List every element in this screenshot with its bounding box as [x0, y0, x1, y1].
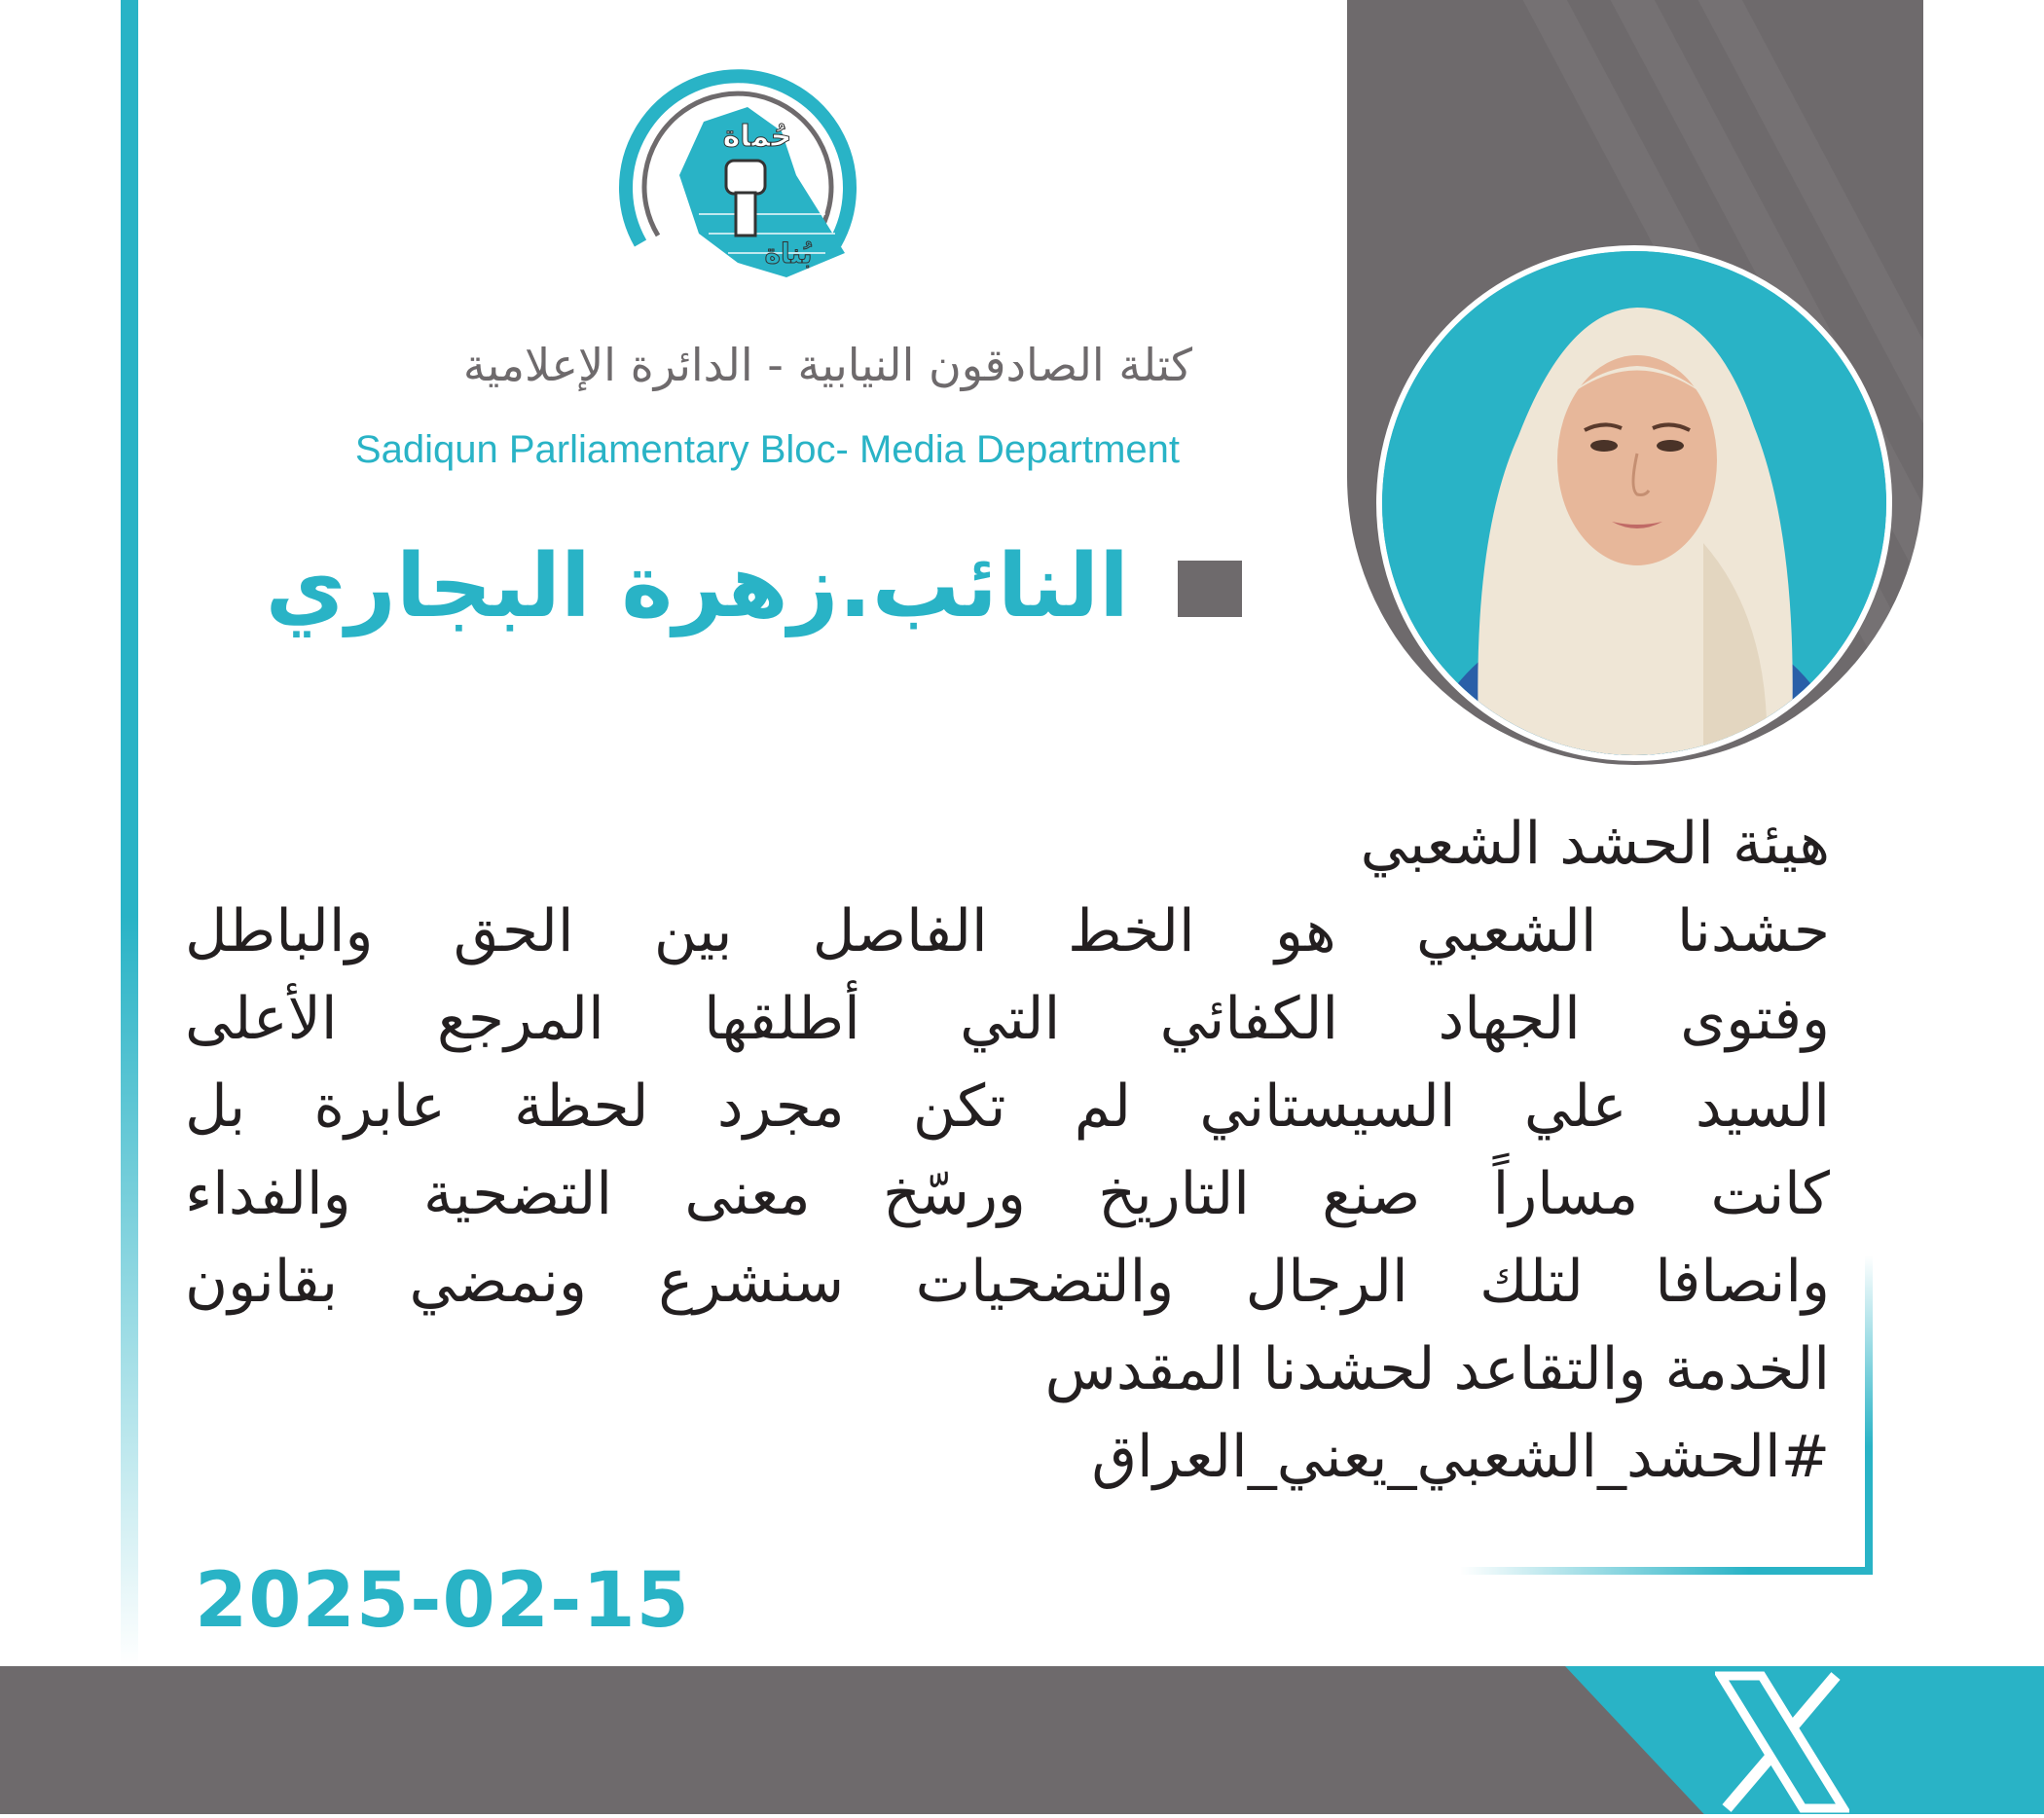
statement-line: حشدنا الشعبي هو الخط الفاصل بين الحق والباطل: [185, 897, 1830, 965]
text-frame-right-line: [1865, 1255, 1873, 1575]
statement-line: وانصافا لتلك الرجال والتضحيات سنشرع ونمضي بقانون: [185, 1248, 1830, 1316]
portrait-illustration: [1382, 251, 1886, 755]
statement-line: كانت مساراً صنع التاريخ ورسّخ معنى التضحية والفداء: [185, 1160, 1830, 1228]
speaker-name: النائب.زهرة البجاري: [265, 535, 1129, 637]
left-accent-bar: [121, 0, 138, 1666]
statement-hashtag: #الحشد_الشعبي_يعني_العراق: [1091, 1423, 1830, 1491]
svg-text:حُماة: حُماة: [722, 120, 792, 154]
statement-line: هيئة الحشد الشعبي: [1360, 810, 1830, 878]
post-date: 2025-02-15: [195, 1557, 690, 1645]
bloc-name-english: Sadiqun Parliamentary Bloc- Media Department: [354, 428, 1180, 471]
svg-text:بُناة: بُناة: [764, 237, 813, 270]
speaker-portrait: [1376, 245, 1892, 761]
name-bullet-square: [1178, 561, 1242, 617]
statement-text: [185, 800, 1830, 1501]
statement-line: السيد علي السيستاني لم تكن مجرد لحظة عابرة بل: [185, 1073, 1830, 1141]
bloc-name-arabic: كتلة الصادقون النيابية - الدائرة الإعلامية: [462, 339, 1192, 391]
bloc-logo: [611, 29, 864, 302]
statement-line: الخدمة والتقاعد لحشدنا المقدس: [1044, 1335, 1830, 1403]
statement-line: وفتوى الجهاد الكفائي التي أطلقها المرجع الأعلى: [185, 985, 1830, 1053]
x-logo-icon[interactable]: [1715, 1670, 1849, 1814]
bloc-emblem-icon: [611, 29, 864, 302]
text-frame-bottom-line: [1460, 1567, 1873, 1575]
